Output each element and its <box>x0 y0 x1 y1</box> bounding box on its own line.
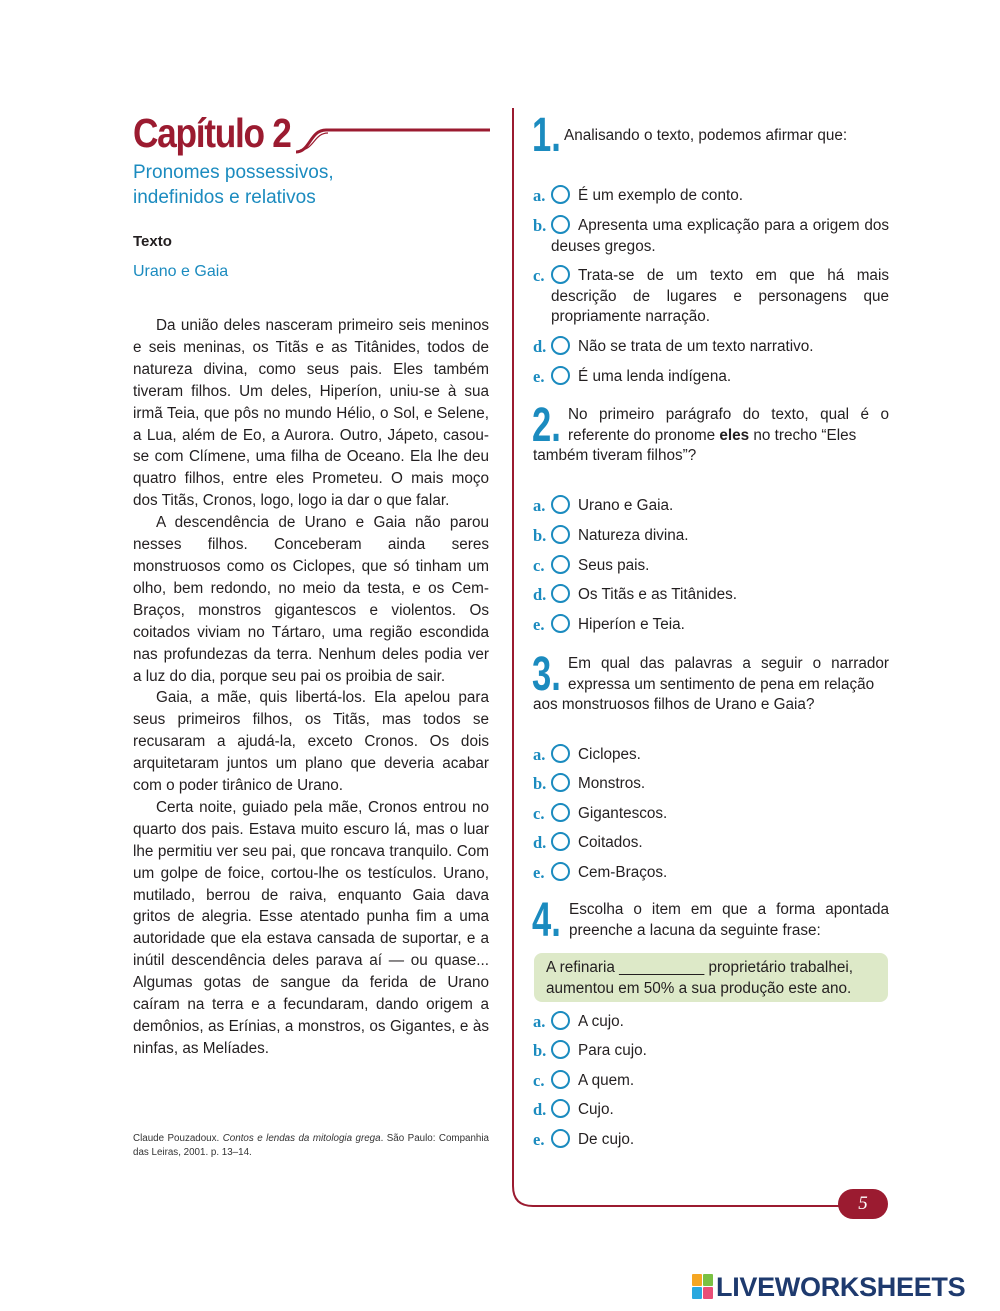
title-swash-decoration <box>296 124 492 154</box>
answer-radio[interactable] <box>551 1011 570 1030</box>
liveworksheets-logo <box>692 1272 992 1302</box>
question-2-option-b <box>533 526 893 547</box>
answer-radio[interactable] <box>551 366 570 385</box>
option-text: Para cujo. <box>578 1042 647 1059</box>
question-1-option-a <box>533 186 893 207</box>
question-4-option-d <box>533 1100 893 1121</box>
option-text: Ciclopes. <box>578 746 641 763</box>
question-1-prompt: Analisando o texto, podemos afirmar que: <box>564 127 848 144</box>
watermark-brand: LIVEWORKSHEETS <box>716 1272 966 1302</box>
option-letter: c. <box>533 804 545 823</box>
chapter-subtitle <box>133 160 493 210</box>
question-2-prompt <box>568 405 889 446</box>
question-3-option-a <box>533 745 893 766</box>
question-3-option-e <box>533 863 893 884</box>
question-2-prompt-part-1: No primeiro parágrafo do texto, qual é o referente do pronome <box>568 406 889 444</box>
option-letter: a. <box>533 745 546 764</box>
option-letter: d. <box>533 585 547 604</box>
page-number: 5 <box>838 1189 888 1219</box>
question-2-prompt-part-2: no trecho “Eles <box>753 426 857 444</box>
question-3-option-d <box>533 833 893 854</box>
story-paragraph-4: Certa noite, guiado pela mãe, Cronos entrou no quarto dos pais. Estava muito escuro lá, mas o luar lhe permitiu ver seu pai, que roncava tranquilo. Com um golpe de foice, cortou-lhe os testículos. Urano, mutilado, berrou de raiva, enquanto Gaia dava gritos de alegria. Esse atentado punha fim a uma autoridade que ela estava cansada de suportar, e a inútil descendência deles parava aí — ou quase... Algumas gotas de sangue da ferida de Urano caíram na terra e a fecundaram, dando origem a demônios, as Erínias, a monstros, os Gigantes, e às ninfas, as Melíades. <box>133 798 489 1057</box>
option-text: Os Titãs e as Titânides. <box>578 586 737 603</box>
answer-radio[interactable] <box>551 525 570 544</box>
option-text: Cujo. <box>578 1101 614 1118</box>
option-text: Urano e Gaia. <box>578 497 674 514</box>
story-paragraph-2: A descendência de Urano e Gaia não parou nesses filhos. Conceberam ainda seres monstruosos como os Ciclopes, que só tinham um olho, bem redondo, no meio da testa, e os Cem-Braços, monstros gigantescos e violentos. Os coitados viviam no Tártaro, uma região escondida nas profundezas da terra. Nenhum deles podia ver a luz do dia, porque seu pai os proibia de sair. <box>133 514 489 685</box>
option-letter: b. <box>533 216 547 235</box>
section-label: Texto <box>133 233 172 250</box>
option-text: Apresenta uma explicação para a origem dos deuses gregos. <box>551 217 889 255</box>
citation-author: Claude Pouzadoux. <box>133 1133 220 1144</box>
question-1-option-d <box>533 337 893 358</box>
answer-radio[interactable] <box>551 555 570 574</box>
answer-radio[interactable] <box>551 862 570 881</box>
answer-radio[interactable] <box>551 1129 570 1148</box>
question-2-prompt-continued: também tiveram filhos”? <box>533 447 697 464</box>
option-letter: b. <box>533 526 547 545</box>
option-letter: d. <box>533 337 547 356</box>
answer-radio[interactable] <box>551 803 570 822</box>
question-3-prompt-continued: aos monstruosos filhos de Urano e Gaia? <box>533 696 815 713</box>
question-3-option-b <box>533 774 893 795</box>
answer-radio[interactable] <box>551 773 570 792</box>
option-text: Gigantescos. <box>578 805 668 822</box>
question-2-option-d <box>533 585 893 606</box>
option-text: Natureza divina. <box>578 527 689 544</box>
option-letter: e. <box>533 1130 545 1149</box>
question-1-option-c <box>533 266 893 328</box>
option-letter: c. <box>533 266 545 285</box>
answer-radio[interactable] <box>551 1070 570 1089</box>
option-letter: a. <box>533 186 546 205</box>
question-2-option-a <box>533 496 893 517</box>
citation <box>133 1132 489 1160</box>
answer-radio[interactable] <box>551 185 570 204</box>
answer-radio[interactable] <box>551 832 570 851</box>
answer-radio[interactable] <box>551 1099 570 1118</box>
question-4-option-b <box>533 1041 893 1062</box>
question-4-option-c <box>533 1071 893 1092</box>
subtitle-line-2: indefinidos e relativos <box>133 187 316 208</box>
option-letter: b. <box>533 774 547 793</box>
answer-radio[interactable] <box>551 215 570 234</box>
option-text: É um exemplo de conto. <box>578 187 743 204</box>
option-letter: e. <box>533 863 545 882</box>
answer-radio[interactable] <box>551 336 570 355</box>
answer-radio[interactable] <box>551 614 570 633</box>
answer-radio[interactable] <box>551 1040 570 1059</box>
answer-radio[interactable] <box>551 584 570 603</box>
option-text: Coitados. <box>578 834 643 851</box>
option-letter: e. <box>533 615 545 634</box>
option-text: Seus pais. <box>578 557 650 574</box>
option-letter: d. <box>533 833 547 852</box>
question-2-option-c <box>533 556 893 577</box>
sentence-box: A refinaria __________ proprietário trabalhei, aumentou em 50% a sua produção este ano. <box>534 953 888 1002</box>
liveworksheets-logo-icon <box>692 1274 714 1300</box>
citation-work: Contos e lendas da mitologia grega <box>222 1133 381 1144</box>
question-1-option-b <box>533 216 893 257</box>
question-1-number: 1. <box>532 109 561 162</box>
option-letter: e. <box>533 367 545 386</box>
question-2-pronoun: eles <box>719 426 750 444</box>
subtitle-line-1: Pronomes possessivos, <box>133 162 334 183</box>
chapter-title: Capítulo 2 <box>133 110 291 156</box>
story-text <box>133 315 489 1060</box>
citation-rest: . São Paulo: Companhia das Leiras, 2001. p. 13–14. <box>133 1133 490 1158</box>
answer-radio[interactable] <box>551 495 570 514</box>
option-text: É uma lenda indígena. <box>578 368 732 385</box>
question-3-number: 3. <box>532 648 561 701</box>
option-text: A quem. <box>578 1072 635 1089</box>
option-letter: a. <box>533 496 546 515</box>
option-text: Hiperíon e Teia. <box>578 616 685 633</box>
question-1-option-e <box>533 367 893 388</box>
question-4-number: 4. <box>532 894 561 947</box>
option-letter: d. <box>533 1100 547 1119</box>
option-text: De cujo. <box>578 1131 635 1148</box>
option-text: Não se trata de um texto narrativo. <box>578 338 814 355</box>
question-3-prompt: Em qual das palavras a seguir o narrador expressa um sentimento de pena em relação <box>568 655 889 693</box>
question-4-prompt: Escolha o item em que a forma apontada preenche a lacuna da seguinte frase: <box>569 901 889 939</box>
question-2-option-e <box>533 615 893 636</box>
option-letter: a. <box>533 1012 546 1031</box>
question-4-option-e <box>533 1130 893 1151</box>
answer-radio[interactable] <box>551 265 570 284</box>
option-letter: c. <box>533 1071 545 1090</box>
option-text: Monstros. <box>578 775 646 792</box>
option-text: A cujo. <box>578 1013 624 1030</box>
text-title: Urano e Gaia <box>133 263 229 280</box>
option-letter: c. <box>533 556 545 575</box>
story-paragraph-3: Gaia, a mãe, quis libertá-los. Ela apelou para seus primeiros filhos, os Titãs, mas todos se recusaram a ajudá-la, exceto Cronos. Os dois arquitetaram juntos um plano que deveria acabar com o poder tirânico de Urano. <box>133 689 489 795</box>
option-text: Cem-Braços. <box>578 864 668 881</box>
option-letter: b. <box>533 1041 547 1060</box>
question-3-option-c <box>533 804 893 825</box>
question-4-option-a <box>533 1012 893 1033</box>
option-text: Trata-se de um texto em que há mais descrição de lugares e personagens que propriamente narração. <box>551 267 889 325</box>
question-2-number: 2. <box>532 399 561 452</box>
story-paragraph-1: Da união deles nasceram primeiro seis meninos e seis meninas, os Titãs e as Titânides, todos de natureza divina, como seus pais. Eles também tiveram filhos. Um deles, Hiperíon, uniu-se à sua irmã Teia, que pôs no mundo Hélio, o Sol, e Selene, a Lua, além de Eo, a Aurora. Outro, Jápeto, casou-se com Clímene, uma filha de Oceano. Ela lhe deu quatro filhos, entre eles Prometeu. O mais moço dos Titãs, Cronos, logo, logo ia dar o que falar. <box>133 317 489 510</box>
answer-radio[interactable] <box>551 744 570 763</box>
